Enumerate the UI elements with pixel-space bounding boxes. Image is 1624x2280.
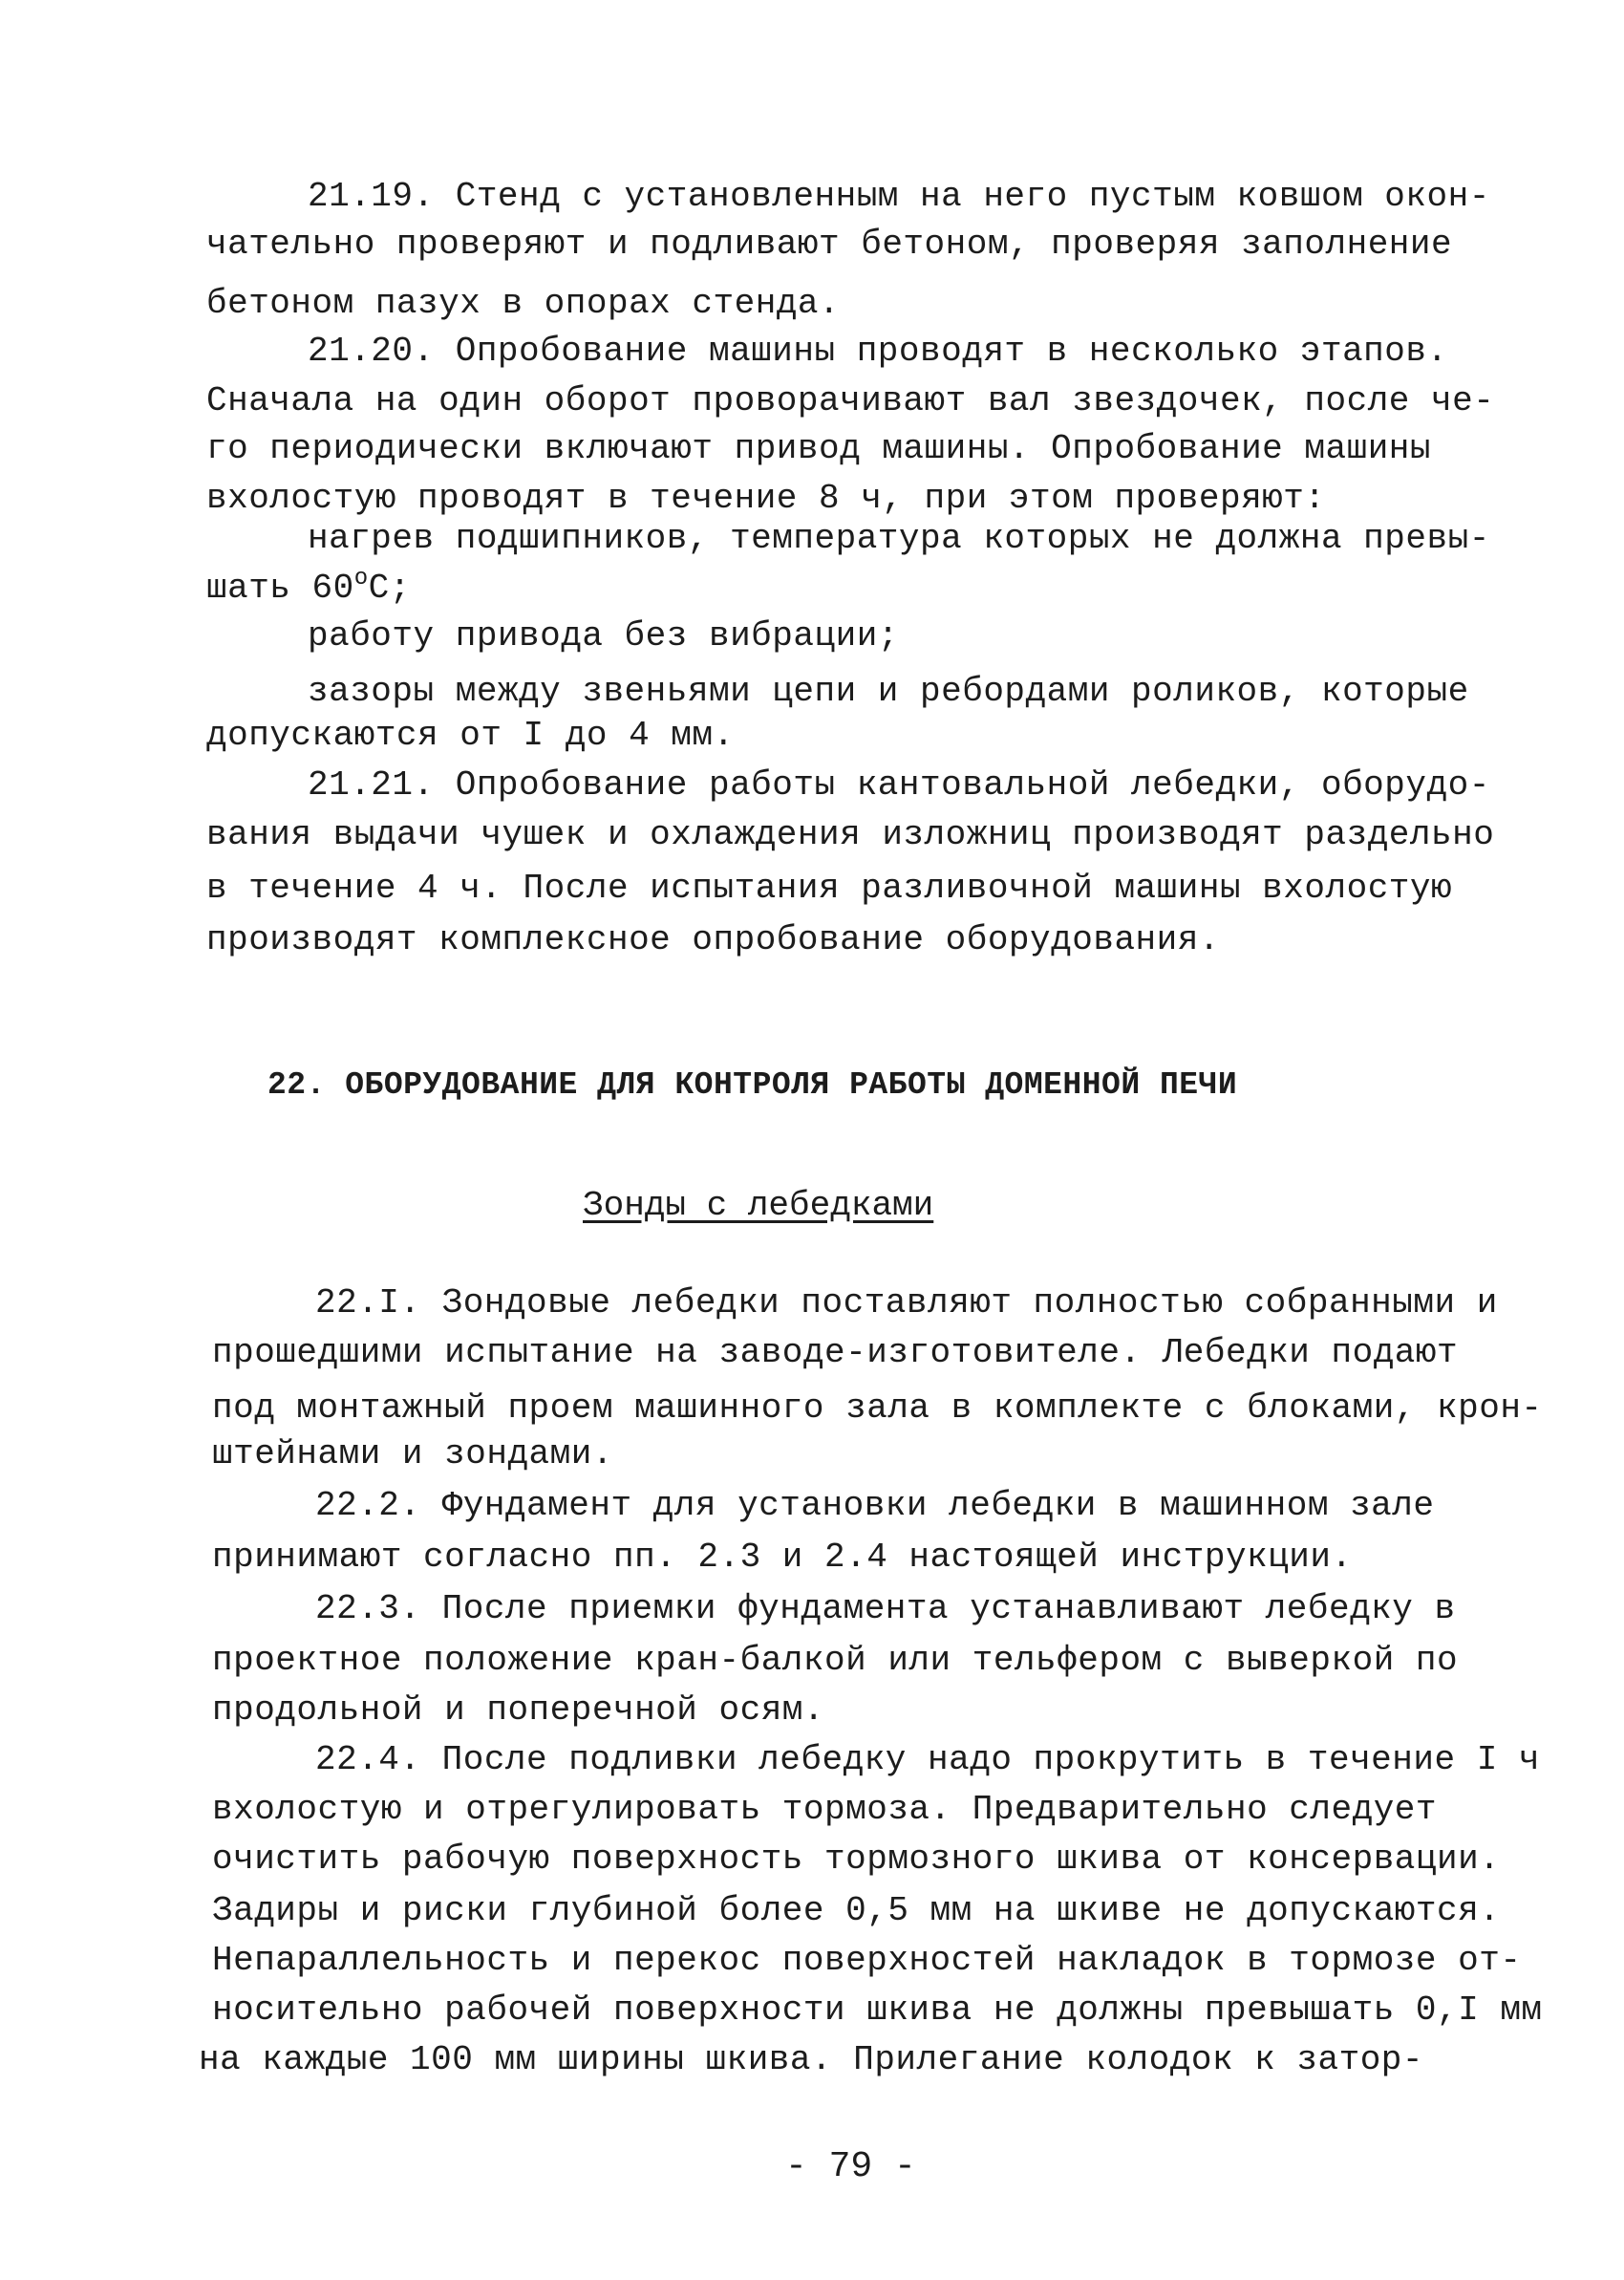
text-line: прошедшими испытание на заводе-изготовителе. Лебедки подают (212, 1333, 1459, 1372)
text-line: очистить рабочую поверхность тормозного шкива от консервации. (212, 1839, 1501, 1879)
text-line: 21.19. Стенд с установленным на него пустым ковшом окон- (308, 177, 1490, 216)
text-line: бетоном пазух в опорах стенда. (206, 284, 841, 323)
text-line: на каждые 100 мм ширины шкива. Прилегание колодок к затор- (199, 2040, 1424, 2079)
text-line: Сначала на один оборот проворачивают вал звездочек, после че- (206, 381, 1495, 420)
text-line: нагрев подшипников, температура которых не должна превы- (308, 519, 1490, 558)
text-line: 21.20. Опробование машины проводят в несколько этапов. (308, 332, 1448, 371)
text-line: 22.I. Зондовые лебедки поставляют полностью собранными и (315, 1283, 1498, 1323)
text-line: вхолостую проводят в течение 8 ч, при этом проверяют: (206, 479, 1326, 518)
text-line: го периодически включают привод машины. Опробование машины (206, 429, 1432, 468)
page-number: - 79 - (785, 2146, 916, 2187)
text-line: чательно проверяют и подливают бетоном, проверяя заполнение (206, 225, 1453, 264)
text-line: допускаются от I до 4 мм. (206, 716, 735, 755)
text-line: продольной и поперечной осям. (212, 1690, 825, 1730)
text-line: вхолостую и отрегулировать тормоза. Предварительно следует (212, 1790, 1438, 1829)
text-line: 21.21. Опробование работы кантовальной лебедки, оборудо- (308, 765, 1490, 805)
text-line: вания выдачи чушек и охлаждения изложниц производят раздельно (206, 815, 1495, 854)
text-line: 22.4. После подливки лебедку надо прокрутить в течение I ч (315, 1740, 1541, 1779)
text-line: производят комплексное опробование оборудования. (206, 920, 1220, 959)
text-line: Непараллельность и перекос поверхностей накладок в тормозе от- (212, 1941, 1522, 1980)
text-line: под монтажный проем машинного зала в комплекте с блоками, крон- (212, 1388, 1543, 1428)
text-line: зазоры между звеньями цепи и ребордами роликов, которые (308, 672, 1469, 711)
text-line: шать $60^оС$; (206, 566, 411, 608)
subsection-heading: Зонды с лебедками (583, 1186, 934, 1225)
text-line: принимают согласно пп. 2.3 и 2.4 настоящей инструкции. (212, 1538, 1353, 1577)
section-heading: 22. ОБОРУДОВАНИЕ ДЛЯ КОНТРОЛЯ РАБОТЫ ДОМЕННОЙ ПЕЧИ (267, 1067, 1238, 1103)
text-line: штейнами и зондами. (212, 1434, 613, 1473)
text-line: работу привода без вибрации; (308, 616, 899, 656)
text-line: носительно рабочей поверхности шкива не должны превышать 0,I мм (212, 1990, 1543, 2030)
text-line: в течение 4 ч. После испытания разливочной машины вхолостую (206, 869, 1453, 908)
text-line: 22.2. Фундамент для установки лебедки в машинном зале (315, 1486, 1435, 1525)
text-line: Задиры и риски глубиной более 0,5 мм на шкиве не допускаются. (212, 1891, 1501, 1930)
text-line: проектное положение кран-балкой или тельфером с выверкой по (212, 1641, 1459, 1680)
text-line: 22.3. После приемки фундамента устанавливают лебедку в (315, 1589, 1456, 1628)
